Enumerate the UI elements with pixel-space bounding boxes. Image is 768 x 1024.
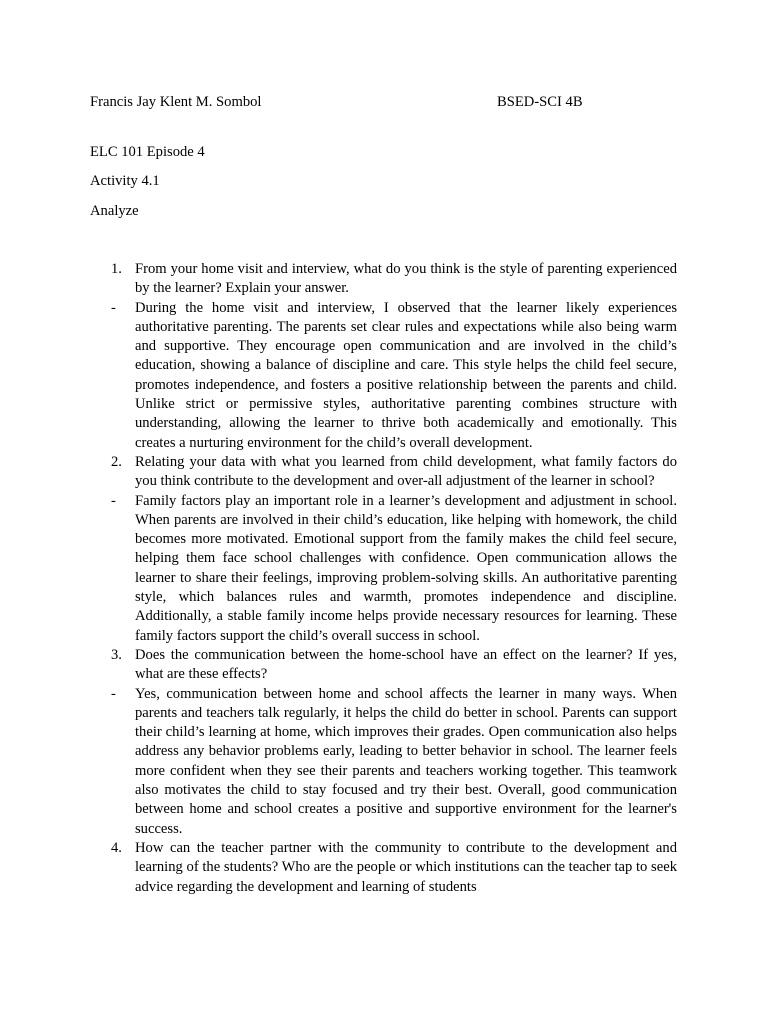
course-title: ELC 101 Episode 4 xyxy=(90,144,205,160)
question-number: 4. xyxy=(111,839,122,856)
answer-text: Family factors play an important role in a learner’s development and adjustment in school. When parents are involved in their child’s education, like helping with homework, the child becomes more motivated. Emotional support from the family makes the child feel secure, helping them face school challenges with confidence. Open communication allows the learner to share their feelings, improving problem-solving skills. An authoritative parenting style, which balances rules and warmth, promotes independence and discipline. Additionally, a stable family income helps provide necessary resources for learning. These family factors support the child’s overall success in school. xyxy=(135,492,677,644)
answer-item xyxy=(90,299,677,453)
question-text: Relating your data with what you learned from child development, what family factors do you think contribute to the development and over-all adjustment of the learner in school? xyxy=(135,453,677,490)
question-text: How can the teacher partner with the community to contribute to the development and learning of the students? Who are the people or which institutions can the teacher tap to seek advice regarding the development and learning of students xyxy=(135,839,677,895)
question-number: 3. xyxy=(111,646,122,663)
question-number: 1. xyxy=(111,261,122,277)
question-item xyxy=(90,839,677,897)
question-text: From your home visit and interview, what do you think is the style of parenting experienced by the learner? Explain your answer. xyxy=(135,261,677,297)
answer-item xyxy=(90,492,677,646)
question-item xyxy=(90,260,677,299)
question-item xyxy=(90,453,677,492)
answer-item xyxy=(90,685,677,839)
answer-bullet: - xyxy=(111,299,116,316)
answer-text: During the home visit and interview, I observed that the learner likely experiences authoritative parenting. The parents set clear rules and expectations while also being warm and supportive. They encourage open communication and are involved in the child’s education, showing a balance of discipline and care. This style helps the child feel secure, promotes independence, and fosters a positive relationship between the parents and child. Unlike strict or permissive styles, authoritative parenting combines structure with understanding, allowing the learner to thrive both academically and emotionally. This creates a nurturing environment for the child’s overall development. xyxy=(135,299,677,451)
author-name: Francis Jay Klent M. Sombol xyxy=(90,94,262,110)
answer-bullet: - xyxy=(111,492,116,509)
question-item xyxy=(90,646,677,685)
answer-text: Yes, communication between home and school affects the learner in many ways. When parents and teachers talk regularly, it helps the child do better in school. Parents can support their child’s learning at home, which improves their grades. Open communication also helps address any behavior problems early, leading to better behavior in school. The learner feels more confident when they see their parents and teachers working together. This teamwork also motivates the child to stay focused and try their best. Overall, good communication between home and school creates a positive and supportive environment for the learner's success. xyxy=(135,685,677,837)
question-text: Does the communication between the home-school have an effect on the learner? If yes, what are these effects? xyxy=(135,646,677,683)
question-number: 2. xyxy=(111,453,122,470)
course-section: BSED-SCI 4B xyxy=(497,94,583,110)
activity-label: Activity 4.1 xyxy=(90,173,160,189)
question-list xyxy=(90,260,677,897)
answer-bullet: - xyxy=(111,685,116,702)
section-heading: Analyze xyxy=(90,203,139,219)
